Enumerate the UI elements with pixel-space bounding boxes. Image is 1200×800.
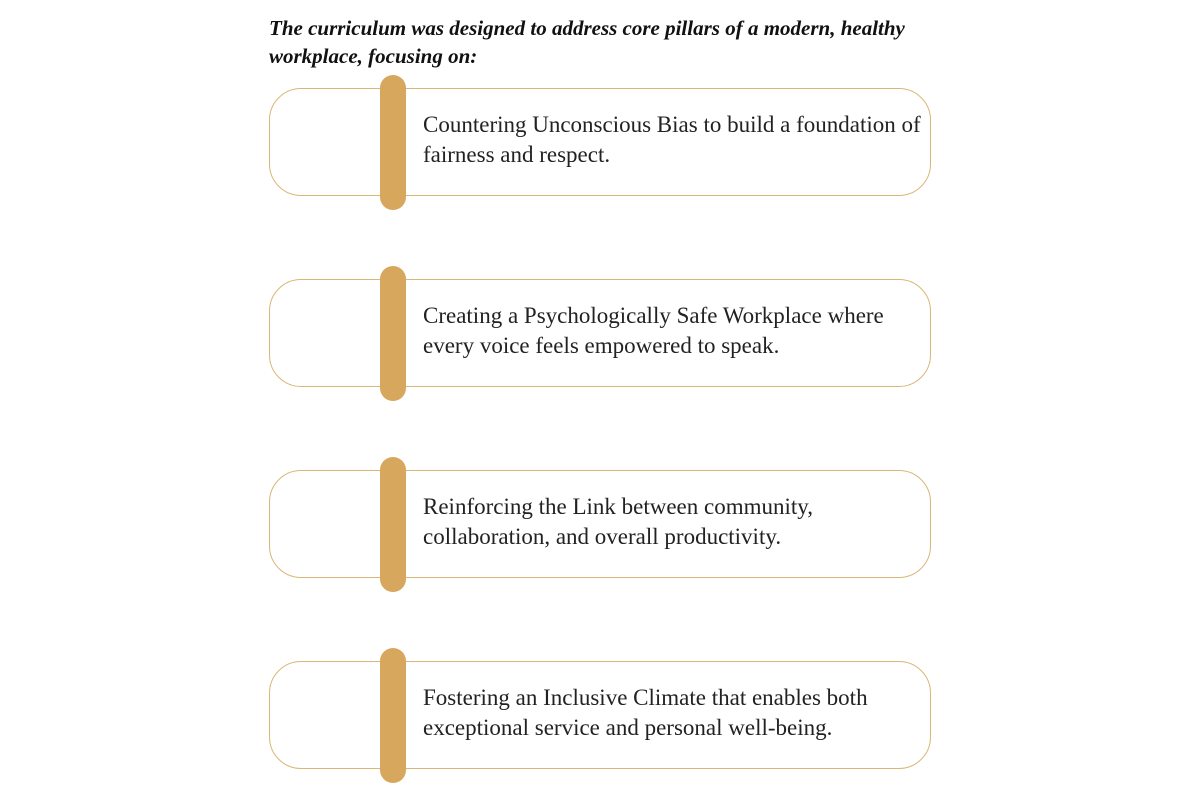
pillar-text: Countering Unconscious Bias to build a foundation of fairness and respect. — [423, 112, 921, 167]
accent-bar — [380, 266, 406, 401]
pillar-card-1 — [269, 88, 931, 196]
pillar-text: Creating a Psychologically Safe Workplace where every voice feels empowered to speak. — [423, 303, 884, 358]
intro-heading: The curriculum was designed to address core pillars of a modern, healthy workplace, focusing on: — [269, 16, 905, 68]
accent-bar — [380, 648, 406, 783]
pillar-text: Fostering an Inclusive Climate that enables both exceptional service and personal well-being. — [423, 685, 868, 740]
pillar-card-3 — [269, 470, 931, 578]
accent-bar — [380, 75, 406, 210]
pillar-card-2 — [269, 279, 931, 387]
accent-bar — [380, 457, 406, 592]
pillar-text: Reinforcing the Link between community, collaboration, and overall productivity. — [423, 494, 814, 549]
pillar-card-4 — [269, 661, 931, 769]
